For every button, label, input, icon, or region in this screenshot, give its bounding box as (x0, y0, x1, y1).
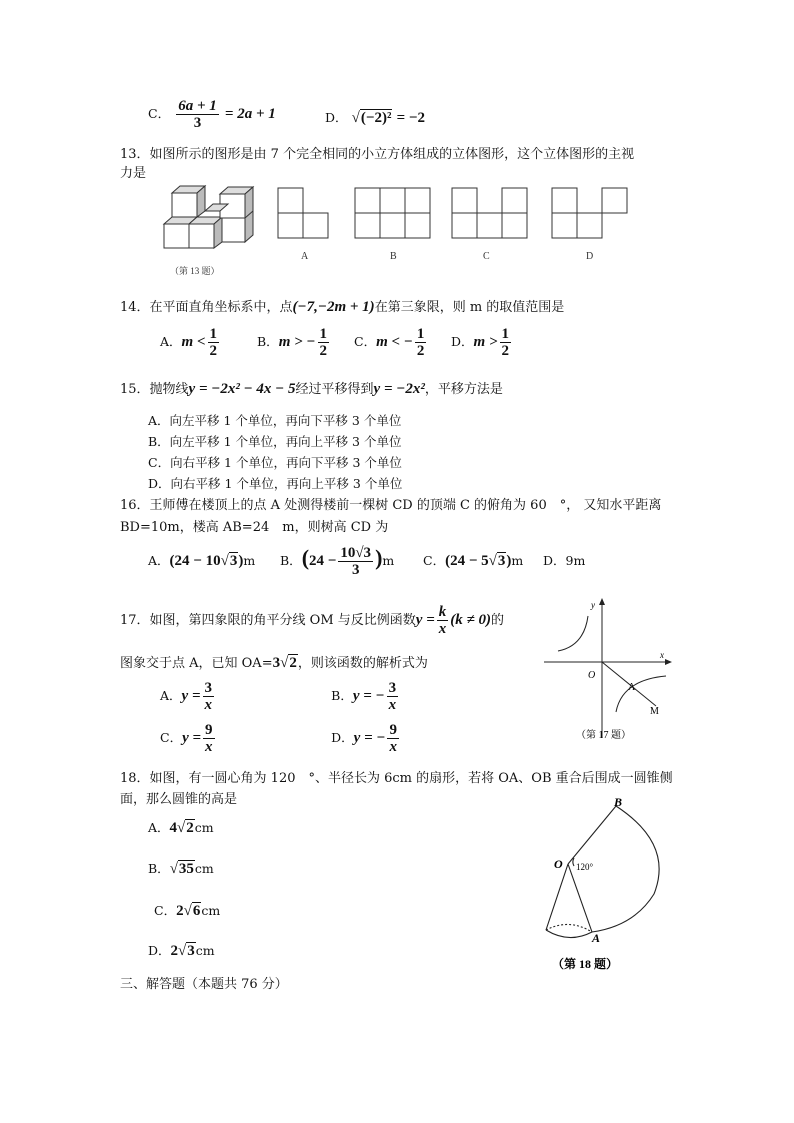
q18-option-c: C．2√6cm (154, 903, 221, 919)
q17-option-d: D．y = − $\frac{9}{x}$ (331, 722, 397, 755)
section-3-heading: 三、解答题（本题共 76 分） (120, 977, 288, 992)
q17-curve-branch-2 (558, 616, 588, 651)
q18-option-b: B．√35cm (148, 861, 214, 877)
q14-option-c: C．m < − $\frac{1}{2}$ (354, 326, 425, 359)
q15-stem: 15．抛物线y = −2x² − 4x − 5经过平移得到y = −2x²，平移方法是 (120, 381, 503, 397)
q18-angle-arc (573, 858, 574, 866)
q15-option-d: D．向右平移 1 个单位，再向上平移 3 个单位 (148, 476, 403, 491)
q18-label-angle: 120° (576, 862, 594, 872)
q18-sector-arc (592, 806, 659, 932)
q13-figure (160, 180, 640, 280)
q16-option-b: B．(24 − $\frac{10√3}{3}$ )m (280, 545, 395, 578)
q13-label-b: B (390, 251, 397, 262)
q16-line1: 16．王师傅在楼顶上的点 A 处测得楼前一棵树 CD 的顶端 C 的俯角为 60 °， 又知水平距离 (120, 498, 662, 513)
q14-option-a: A．m < $\frac{1}{2}$ (160, 326, 217, 359)
q16-option-a: A．(24 − 10√3)m (148, 553, 256, 569)
q12-option-c: C． $\frac{6a + 1}{3}$ = 2a + 1 (148, 98, 276, 131)
q18-label-a: A (592, 931, 601, 945)
q18-line2: 面，那么圆锥的高是 (120, 792, 238, 807)
q13-label-c: C (483, 251, 490, 262)
q18-cone-left (546, 864, 568, 930)
q16-option-d: D．9m (543, 553, 586, 568)
q17-options-row2 (160, 722, 401, 755)
q18-caption: （第 18 题） (552, 957, 619, 971)
q15-option-b: B．向左平移 1 个单位，再向上平移 3 个单位 (148, 434, 402, 449)
q17-option-b: B．y = − $\frac{3}{x}$ (331, 680, 397, 713)
q17-line2: 图象交于点 A，已知 OA=3√2，则该函数的解析式为 (120, 655, 428, 671)
q13-caption: （第 13 题） (170, 266, 220, 276)
q12-fraction: $\frac{6a + 1}{3}$ (178, 98, 217, 131)
q14-option-b: B．m > − $\frac{1}{2}$ (257, 326, 327, 359)
q17-label-m: M (650, 706, 659, 717)
q18-cone-base-back (546, 924, 592, 932)
q14-stem: 14．在平面直角坐标系中，点(−7,−2m + 1)在第三象限，则 m 的取值范围是 (120, 299, 565, 315)
q18-option-d: D．2√3cm (148, 943, 215, 959)
q16-option-c: C．(24 − 5√3)m (423, 553, 524, 569)
q13-view-d (552, 188, 627, 238)
q17-label-o: O (588, 670, 596, 681)
q14-options (160, 326, 548, 359)
q17-options-row1 (160, 680, 400, 713)
q16-options (148, 545, 585, 578)
q12-option-d: D． √(−2)² = −2 (325, 110, 425, 126)
q17-figure (538, 596, 678, 748)
q18-line1: 18．如图，有一圆心角为 120 °、半径长为 6cm 的扇形，若将 OA、OB 重合后围成一圆锥侧 (120, 771, 673, 786)
q13-view-c (452, 188, 527, 238)
q14-option-d: D．m > $\frac{1}{2}$ (451, 326, 509, 359)
q17-label-x: x (660, 650, 664, 660)
q17-option-a: A．y = $\frac{3}{x}$ (160, 680, 212, 713)
q18-cone-base-front (546, 930, 592, 938)
q13-view-a (278, 188, 328, 238)
q13-label-a: A (301, 251, 309, 262)
q13-view-b (355, 188, 430, 238)
q18-option-a: A．4√2cm (148, 820, 214, 836)
q17-label-y: y (591, 600, 595, 610)
q18-radius-oa (568, 864, 592, 932)
q17-caption: （第 17 题） (576, 730, 631, 741)
q13-label-d: D (586, 251, 594, 262)
q13-line2: 力是 (120, 166, 147, 181)
q15-option-c: C．向右平移 1 个单位，再向下平移 3 个单位 (148, 455, 402, 470)
q17-option-c: C．y = $\frac{9}{x}$ (160, 722, 213, 755)
q18-label-o: O (554, 857, 563, 871)
q18-figure (534, 794, 674, 974)
q18-radius-ob (568, 806, 616, 864)
q15-option-a: A．向左平移 1 个单位，再向下平移 3 个单位 (148, 413, 402, 428)
q16-line2: BD=10m，楼高 AB=24 m，则树高 CD 为 (120, 520, 389, 535)
q17-label-a: A (628, 682, 636, 693)
q17-stem: 17．如图，第四象限的角平分线 OM 与反比例函数y = $\frac{k}{x}$ (k ≠ 0)的 (120, 604, 504, 637)
q13-line1: 13．如图所示的图形是由 7 个完全相同的小立方体组成的立体图形，这个立体图形的主视 (120, 147, 635, 162)
q18-label-b: B (614, 795, 623, 809)
q13-cubes (164, 186, 253, 248)
